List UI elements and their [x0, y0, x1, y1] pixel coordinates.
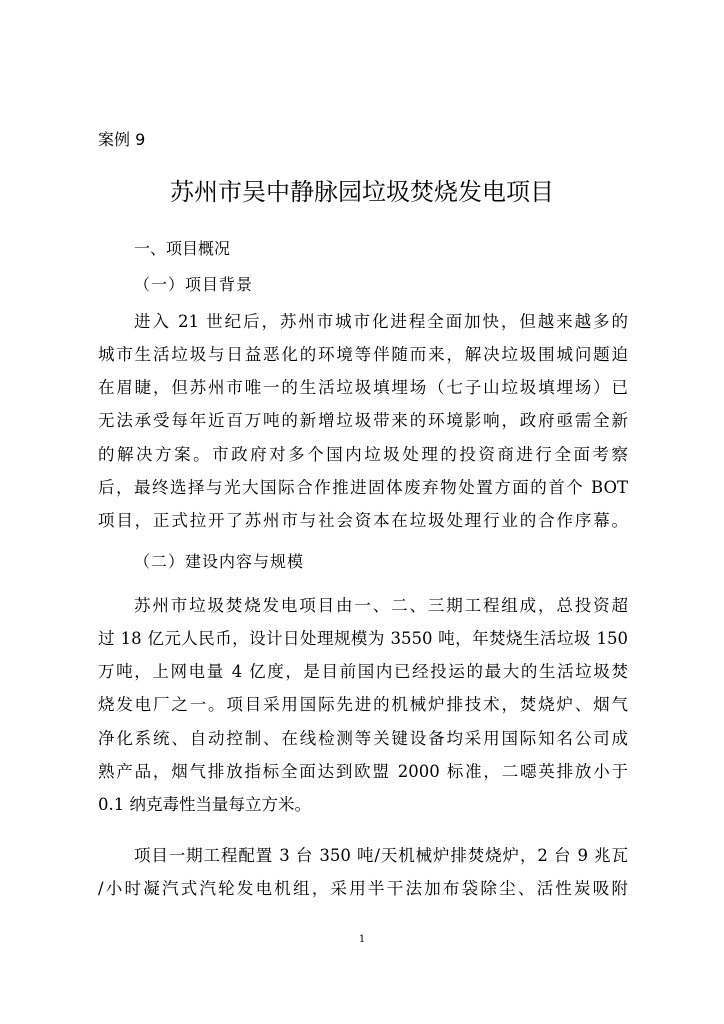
paragraph-line: 无法承受每年近百万吨的新增垃圾带来的环境影响，政府亟需全新 — [98, 411, 628, 430]
section-heading: 一、项目概况 — [134, 239, 231, 258]
paragraph-line: 万吨，上网电量 4 亿度，是目前国内已经投运的最大的生活垃圾焚 — [98, 662, 628, 681]
paragraph-line: 进入 21 世纪后，苏州市城市化进程全面加快，但越来越多的 — [134, 312, 628, 331]
paragraph-line: 0.1 纳克毒性当量每立方米。 — [98, 795, 311, 814]
paragraph-line: 项目一期工程配置 3 台 350 吨/天机械炉排焚烧炉，2 台 9 兆瓦 — [134, 846, 628, 865]
paragraph-line: 在眉睫，但苏州市唯一的生活垃圾填埋场（七子山垃圾填埋场）已 — [98, 378, 628, 397]
paragraph-line: 苏州市垃圾焚烧发电项目由一、二、三期工程组成，总投资超 — [134, 596, 628, 615]
paragraph-line: 项目，正式拉开了苏州市与社会资本在垃圾处理行业的合作序幕。 — [98, 511, 628, 530]
page-number: 1 — [358, 934, 366, 945]
paragraph-line: 的解决方案。市政府对多个国内垃圾处理的投资商进行全面考察 — [98, 445, 628, 464]
paragraph-line: 后，最终选择与光大国际合作推进固体废弃物处置方面的首个 BOT — [98, 478, 628, 497]
case-label: 案例 9 — [98, 130, 146, 149]
paragraph-line: /小时凝汽式汽轮发电机组，采用半干法加布袋除尘、活性炭吸附 — [98, 879, 628, 898]
paragraph-line: 烧发电厂之一。项目采用国际先进的机械炉排技术，焚烧炉、烟气 — [98, 695, 628, 714]
paragraph-line: 净化系统、自动控制、在线检测等关键设备均采用国际知名公司成 — [98, 729, 628, 748]
document-title: 苏州市吴中静脉园垃圾焚烧发电项目 — [170, 178, 554, 206]
subsection-heading-background: （一）项目背景 — [134, 275, 254, 294]
subsection-heading-scope: （二）建设内容与规模 — [134, 552, 305, 571]
paragraph-line: 熟产品，烟气排放指标全面达到欧盟 2000 标准，二噁英排放小于 — [98, 762, 628, 781]
paragraph-line: 过 18 亿元人民币，设计日处理规模为 3550 吨，年焚烧生活垃圾 150 — [98, 629, 628, 648]
paragraph-line: 城市生活垃圾与日益恶化的环境等伴随而来，解决垃圾围城问题迫 — [98, 345, 628, 364]
